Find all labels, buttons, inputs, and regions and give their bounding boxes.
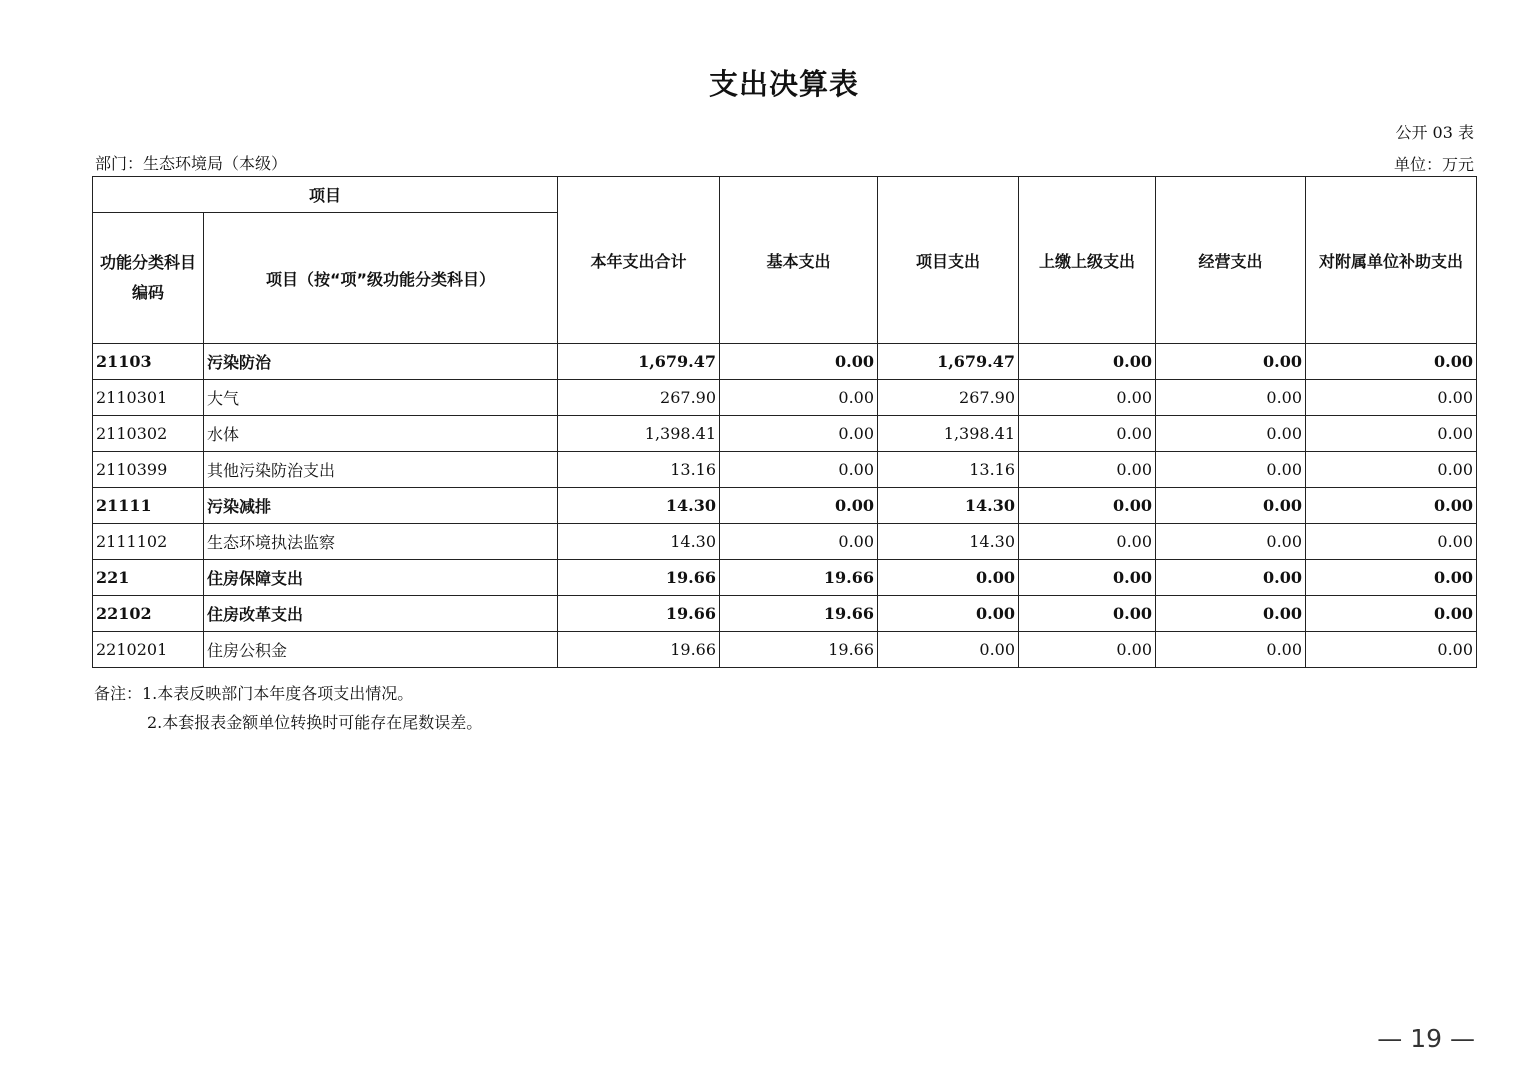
header-total: 本年支出合计: [558, 177, 720, 344]
table-row: [93, 632, 1477, 668]
cell-upper: 0.00: [1019, 416, 1156, 452]
cell-total: 1,398.41: [558, 416, 720, 452]
cell-code: 2110399: [93, 452, 204, 488]
cell-total: 13.16: [558, 452, 720, 488]
table-row: [93, 560, 1477, 596]
cell-code: 2111102: [93, 524, 204, 560]
cell-subsidy: 0.00: [1306, 632, 1477, 668]
cell-total: 19.66: [558, 560, 720, 596]
cell-business: 0.00: [1156, 488, 1306, 524]
cell-code: 21103: [93, 344, 204, 380]
cell-project: 13.16: [878, 452, 1019, 488]
cell-subsidy: 0.00: [1306, 560, 1477, 596]
header-subsidy: 对附属单位补助支出: [1306, 177, 1477, 344]
cell-name: 大气: [204, 380, 558, 416]
cell-total: 14.30: [558, 524, 720, 560]
cell-basic: 0.00: [720, 380, 878, 416]
cell-business: 0.00: [1156, 632, 1306, 668]
note-line-2: 2.本套报表金额单位转换时可能存在尾数误差。: [147, 713, 483, 732]
cell-total: 19.66: [558, 632, 720, 668]
cell-business: 0.00: [1156, 596, 1306, 632]
cell-business: 0.00: [1156, 452, 1306, 488]
cell-business: 0.00: [1156, 524, 1306, 560]
cell-basic: 19.66: [720, 560, 878, 596]
cell-business: 0.00: [1156, 344, 1306, 380]
cell-name: 其他污染防治支出: [204, 452, 558, 488]
page-number: — 19 —: [1377, 1024, 1475, 1053]
cell-basic: 0.00: [720, 452, 878, 488]
cell-project: 14.30: [878, 524, 1019, 560]
cell-upper: 0.00: [1019, 560, 1156, 596]
cell-subsidy: 0.00: [1306, 380, 1477, 416]
cell-basic: 0.00: [720, 524, 878, 560]
table-row: [93, 524, 1477, 560]
table-row: [93, 416, 1477, 452]
cell-basic: 19.66: [720, 632, 878, 668]
note-line-1: 备注：1.本表反映部门本年度各项支出情况。: [94, 684, 414, 703]
cell-code: 21111: [93, 488, 204, 524]
cell-basic: 0.00: [720, 488, 878, 524]
cell-name: 水体: [204, 416, 558, 452]
cell-code: 221: [93, 560, 204, 596]
cell-subsidy: 0.00: [1306, 344, 1477, 380]
cell-name: 住房公积金: [204, 632, 558, 668]
page-title: 支出决算表: [708, 67, 859, 101]
cell-upper: 0.00: [1019, 344, 1156, 380]
table-row: [93, 488, 1477, 524]
cell-subsidy: 0.00: [1306, 524, 1477, 560]
cell-total: 14.30: [558, 488, 720, 524]
cell-total: 267.90: [558, 380, 720, 416]
cell-upper: 0.00: [1019, 380, 1156, 416]
cell-project: 0.00: [878, 596, 1019, 632]
cell-upper: 0.00: [1019, 596, 1156, 632]
cell-upper: 0.00: [1019, 488, 1156, 524]
cell-total: 19.66: [558, 596, 720, 632]
cell-upper: 0.00: [1019, 632, 1156, 668]
cell-subsidy: 0.00: [1306, 416, 1477, 452]
department-label: 部门：生态环境局（本级）: [95, 154, 288, 173]
cell-basic: 0.00: [720, 416, 878, 452]
cell-upper: 0.00: [1019, 524, 1156, 560]
cell-name: 污染防治: [204, 344, 558, 380]
cell-code: 22102: [93, 596, 204, 632]
notes: [94, 679, 482, 737]
cell-subsidy: 0.00: [1306, 596, 1477, 632]
table-row: [93, 452, 1477, 488]
cell-subsidy: 0.00: [1306, 488, 1477, 524]
cell-project: 0.00: [878, 560, 1019, 596]
header-project-group: 项目: [93, 177, 558, 213]
cell-total: 1,679.47: [558, 344, 720, 380]
cell-project: 0.00: [878, 632, 1019, 668]
cell-name: 住房保障支出: [204, 560, 558, 596]
header-code: 功能分类科目编码: [93, 213, 204, 344]
header-basic: 基本支出: [720, 177, 878, 344]
cell-name: 污染减排: [204, 488, 558, 524]
cell-project: 14.30: [878, 488, 1019, 524]
cell-name: 生态环境执法监察: [204, 524, 558, 560]
expenditure-table: [92, 176, 1477, 668]
cell-code: 2110302: [93, 416, 204, 452]
cell-basic: 0.00: [720, 344, 878, 380]
cell-code: 2210201: [93, 632, 204, 668]
form-number: 公开 03 表: [1395, 123, 1474, 142]
unit-label: 单位：万元: [1393, 155, 1474, 174]
cell-project: 267.90: [878, 380, 1019, 416]
cell-business: 0.00: [1156, 416, 1306, 452]
cell-project: 1,398.41: [878, 416, 1019, 452]
header-project: 项目支出: [878, 177, 1019, 344]
cell-project: 1,679.47: [878, 344, 1019, 380]
cell-business: 0.00: [1156, 560, 1306, 596]
table-row: [93, 596, 1477, 632]
cell-upper: 0.00: [1019, 452, 1156, 488]
cell-code: 2110301: [93, 380, 204, 416]
header-upper: 上缴上级支出: [1019, 177, 1156, 344]
header-business: 经营支出: [1156, 177, 1306, 344]
cell-basic: 19.66: [720, 596, 878, 632]
cell-business: 0.00: [1156, 380, 1306, 416]
table-row: [93, 344, 1477, 380]
cell-name: 住房改革支出: [204, 596, 558, 632]
table-row: [93, 380, 1477, 416]
cell-subsidy: 0.00: [1306, 452, 1477, 488]
header-name: 项目（按“项”级功能分类科目）: [204, 213, 558, 344]
